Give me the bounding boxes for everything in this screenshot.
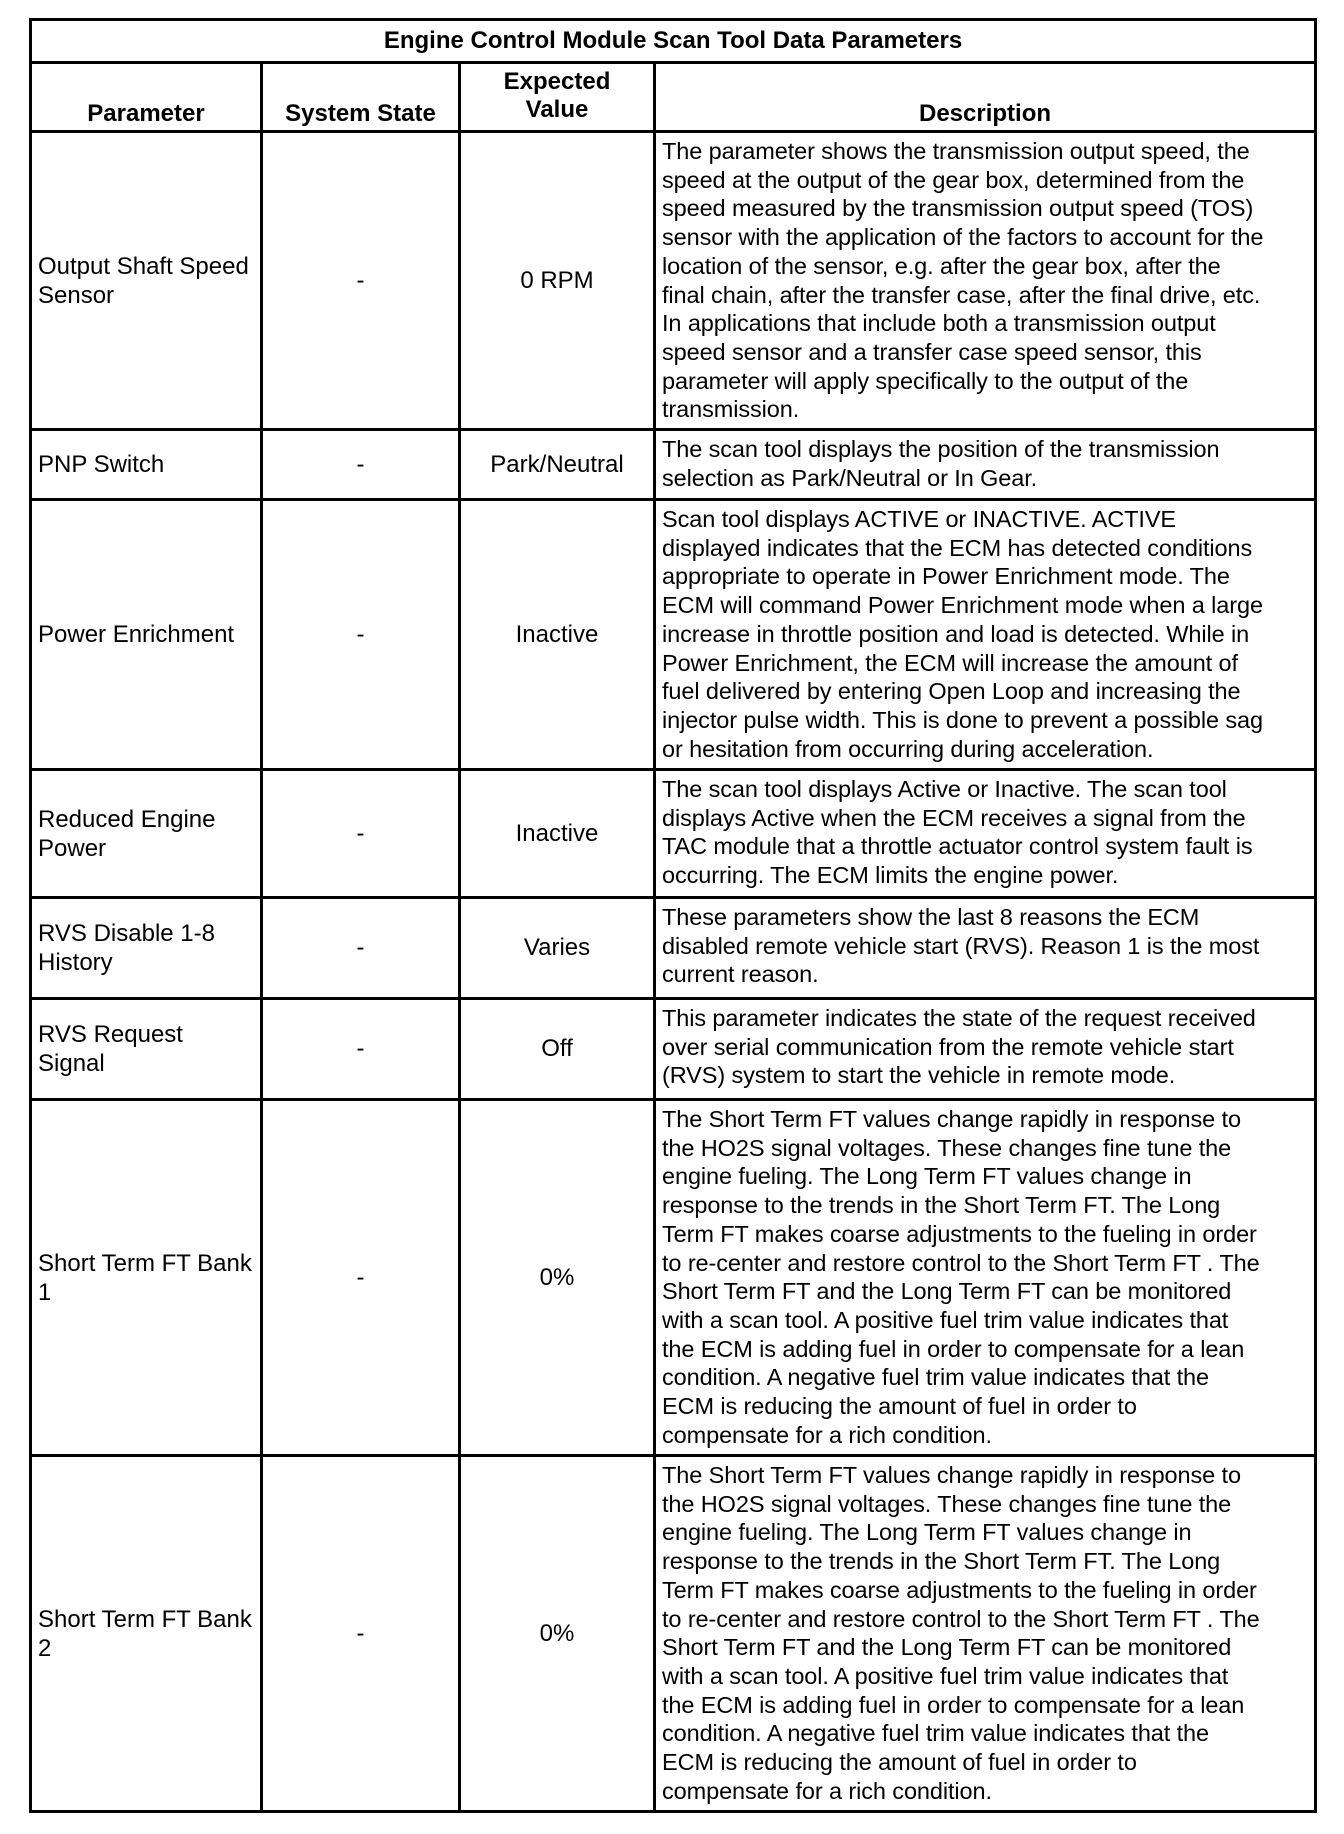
system-state-cell-text: - xyxy=(356,1263,365,1291)
system-state-cell-text: - xyxy=(356,934,365,962)
description-cell xyxy=(655,132,1316,430)
expected-value-cell-text: Inactive xyxy=(515,620,599,648)
expected-value-cell-text: Varies xyxy=(523,934,591,962)
table-row xyxy=(31,500,1316,770)
header-parameter: Parameter xyxy=(31,63,262,132)
expected-value-cell xyxy=(460,430,655,500)
parameter-cell xyxy=(31,770,262,898)
table-row xyxy=(31,132,1316,430)
system-state-cell-text: - xyxy=(356,450,365,478)
parameter-cell xyxy=(31,430,262,500)
system-state-cell-text: - xyxy=(356,819,365,847)
system-state-cell-text: - xyxy=(356,266,365,294)
parameter-cell xyxy=(31,898,262,999)
description-cell xyxy=(655,898,1316,999)
table-row xyxy=(31,430,1316,500)
expected-value-cell-text: 0% xyxy=(539,1263,575,1291)
header-description: Description xyxy=(655,63,1316,132)
parameter-cell-text: Power Enrichment xyxy=(38,621,235,649)
description-cell xyxy=(655,770,1316,898)
system-state-cell xyxy=(262,1456,460,1812)
description-cell-text: The Short Term FT values change rapidly in response to the HO2S signal voltages. These changes fine tune the engine fueling. The Long Term FT values change in response to the trends in the Short Term FT. The Long Term FT makes coarse adjustments to the fueling in order to re-center and restore control to the Short Term FT . The Short Term FT and the Long Term FT can be monitored with a scan tool. A positive fuel trim value indicates that the ECM is adding fuel in order to compensate for a lean condition. A negative fuel trim value indicates that the ECM is reducing the amount of fuel in order to compensate for a rich condition. xyxy=(662,1106,1260,1448)
table-row xyxy=(31,898,1316,999)
description-cell-text: This parameter indicates the state of the request received over serial communication from the remote vehicle start (RVS) system to start the vehicle in remote mode. xyxy=(662,1005,1256,1089)
scan-tool-parameters-table xyxy=(29,18,1317,1813)
header-expected-value xyxy=(460,63,655,132)
description-cell-text: The Short Term FT values change rapidly in response to the HO2S signal voltages. These changes fine tune the engine fueling. The Long Term FT values change in response to the trends in the Short Term FT. The Long Term FT makes coarse adjustments to the fueling in order to re-center and restore control to the Short Term FT . The Short Term FT and the Long Term FT can be monitored with a scan tool. A positive fuel trim value indicates that the ECM is adding fuel in order to compensate for a lean condition. A negative fuel trim value indicates that the ECM is reducing the amount of fuel in order to compensate for a rich condition. xyxy=(662,1462,1260,1804)
expected-value-cell xyxy=(460,770,655,898)
expected-value-cell xyxy=(460,999,655,1100)
description-cell-text: The scan tool displays the position of the transmission selection as Park/Neutral or In Gear. xyxy=(662,436,1220,491)
parameter-cell xyxy=(31,1100,262,1456)
system-state-cell-text: - xyxy=(356,620,365,648)
system-state-cell xyxy=(262,770,460,898)
description-cell xyxy=(655,500,1316,770)
expected-value-cell-text: Park/Neutral xyxy=(490,450,624,478)
parameter-cell-text: Reduced Engine Power xyxy=(38,805,216,862)
parameter-cell-text: RVS Disable 1-8 History xyxy=(38,920,215,977)
description-cell-text: The parameter shows the transmission output speed, the speed at the output of the gear box, determined from the speed measured by the transmission output speed (TOS) sensor with the application of the factors to account for the location of the sensor, e.g. after the gear box, after the final chain, after the transfer case, after the final drive, etc. In applications that include both a transmission output speed sensor and a transfer case speed sensor, this parameter will apply specifically to the output of the transmission. xyxy=(662,138,1264,423)
parameter-cell-text: PNP Switch xyxy=(38,451,165,479)
system-state-cell xyxy=(262,500,460,770)
expected-value-cell-text: 0% xyxy=(539,1619,575,1647)
table-row xyxy=(31,999,1316,1100)
table-row xyxy=(31,1100,1316,1456)
description-cell-text: These parameters show the last 8 reasons the ECM disabled remote vehicle start (RVS). Reason 1 is the most current reason. xyxy=(662,904,1260,988)
system-state-cell xyxy=(262,1100,460,1456)
parameter-cell-text: Output Shaft Speed Sensor xyxy=(38,252,249,309)
expected-value-cell xyxy=(460,1456,655,1812)
expected-value-cell xyxy=(460,132,655,430)
parameter-cell xyxy=(31,1456,262,1812)
expected-value-cell xyxy=(460,898,655,999)
description-cell xyxy=(655,430,1316,500)
parameter-cell xyxy=(31,132,262,430)
system-state-cell xyxy=(262,898,460,999)
parameter-cell-text: Short Term FT Bank 2 xyxy=(38,1605,252,1662)
system-state-cell xyxy=(262,430,460,500)
expected-value-cell xyxy=(460,500,655,770)
description-cell-text: Scan tool displays ACTIVE or INACTIVE. ACTIVE displayed indicates that the ECM has detected conditions appropriate to operate in Power Enrichment mode. The ECM will command Power Enrichment mode when a large increase in throttle position and load is detected. While in Power Enrichment, the ECM will increase the amount of fuel delivered by entering Open Loop and increasing the injector pulse width. This is done to prevent a possible sag or hesitation from occurring during acceleration. xyxy=(662,506,1263,762)
system-state-cell xyxy=(262,999,460,1100)
table-title-row xyxy=(31,20,1316,63)
expected-value-cell-text: Inactive xyxy=(515,819,599,847)
description-cell-text: The scan tool displays Active or Inactive. The scan tool displays Active when the ECM receives a signal from the TAC module that a throttle actuator control system fault is occurring. The ECM limits the engine power. xyxy=(662,776,1253,889)
description-cell xyxy=(655,999,1316,1100)
header-expected-value-text: Expected Value xyxy=(503,68,611,123)
parameter-cell xyxy=(31,999,262,1100)
parameter-cell xyxy=(31,500,262,770)
table-header-row xyxy=(31,63,1316,132)
table-row xyxy=(31,1456,1316,1812)
document-page xyxy=(29,18,1314,1813)
system-state-cell-text: - xyxy=(356,1619,365,1647)
parameter-cell-text: RVS Request Signal xyxy=(38,1021,183,1078)
expected-value-cell xyxy=(460,1100,655,1456)
description-cell xyxy=(655,1100,1316,1456)
expected-value-cell-text: Off xyxy=(541,1035,573,1063)
table-row xyxy=(31,770,1316,898)
parameter-cell-text: Short Term FT Bank 1 xyxy=(38,1249,252,1306)
table-title: Engine Control Module Scan Tool Data Parameters xyxy=(31,20,1316,63)
header-system-state: System State xyxy=(262,63,460,132)
system-state-cell-text: - xyxy=(356,1035,365,1063)
system-state-cell xyxy=(262,132,460,430)
expected-value-cell-text: 0 RPM xyxy=(520,266,594,294)
description-cell xyxy=(655,1456,1316,1812)
